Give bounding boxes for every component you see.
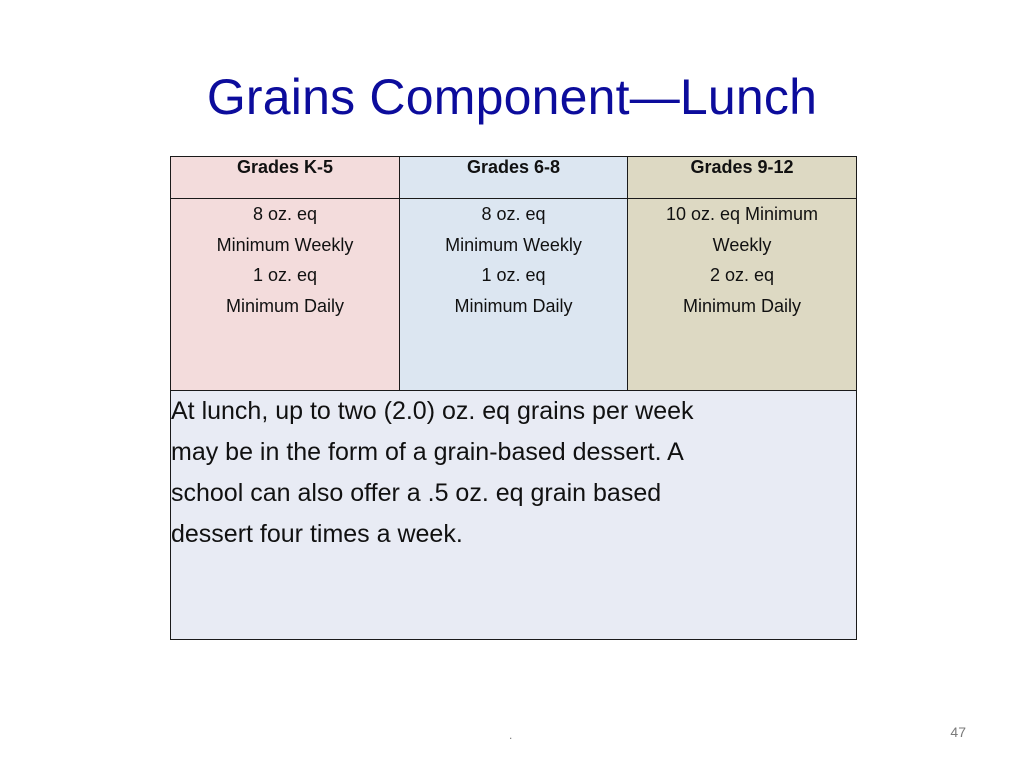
slide-number: 47 (950, 724, 966, 740)
table-body-row (171, 199, 857, 391)
cell-line: Minimum Weekly (445, 234, 582, 255)
cell-line: Weekly (712, 234, 772, 255)
cell-line: 8 oz. eq (252, 204, 318, 224)
cell-line: 1 oz. eq (481, 265, 546, 285)
note-line: school can also offer a .5 oz. eq grain based (171, 479, 662, 507)
cell-line: 8 oz. eq (481, 204, 546, 224)
table-note-row (171, 391, 857, 640)
footer-dot: . (509, 728, 513, 742)
note-line: At lunch, up to two (2.0) oz. eq grains per week (171, 397, 694, 425)
note-line: may be in the form of a grain-based dessert. A (171, 438, 684, 466)
cell-grades-6-8 (400, 199, 628, 391)
cell-line: Minimum Weekly (216, 234, 354, 255)
header-grades-6-8: Grades 6-8 (400, 157, 628, 199)
note-line: dessert four times a week. (171, 520, 463, 548)
slide-title: Grains Component—Lunch (206, 69, 818, 125)
cell-line: 10 oz. eq Minimum (665, 204, 819, 224)
cell-line: 1 oz. eq (252, 265, 318, 285)
table-header-row (171, 157, 857, 199)
cell-grades-k-5 (171, 199, 400, 391)
cell-line: 2 oz. eq (709, 265, 775, 285)
cell-grades-9-12 (628, 199, 857, 391)
header-grades-9-12: Grades 9-12 (628, 157, 857, 199)
header-grades-k-5: Grades K-5 (171, 157, 400, 199)
dessert-note-cell (171, 391, 857, 640)
cell-line: Minimum Daily (454, 295, 573, 316)
cell-line: Minimum Daily (225, 295, 344, 316)
cell-line: Minimum Daily (682, 295, 801, 316)
grains-requirements-table (170, 156, 857, 640)
